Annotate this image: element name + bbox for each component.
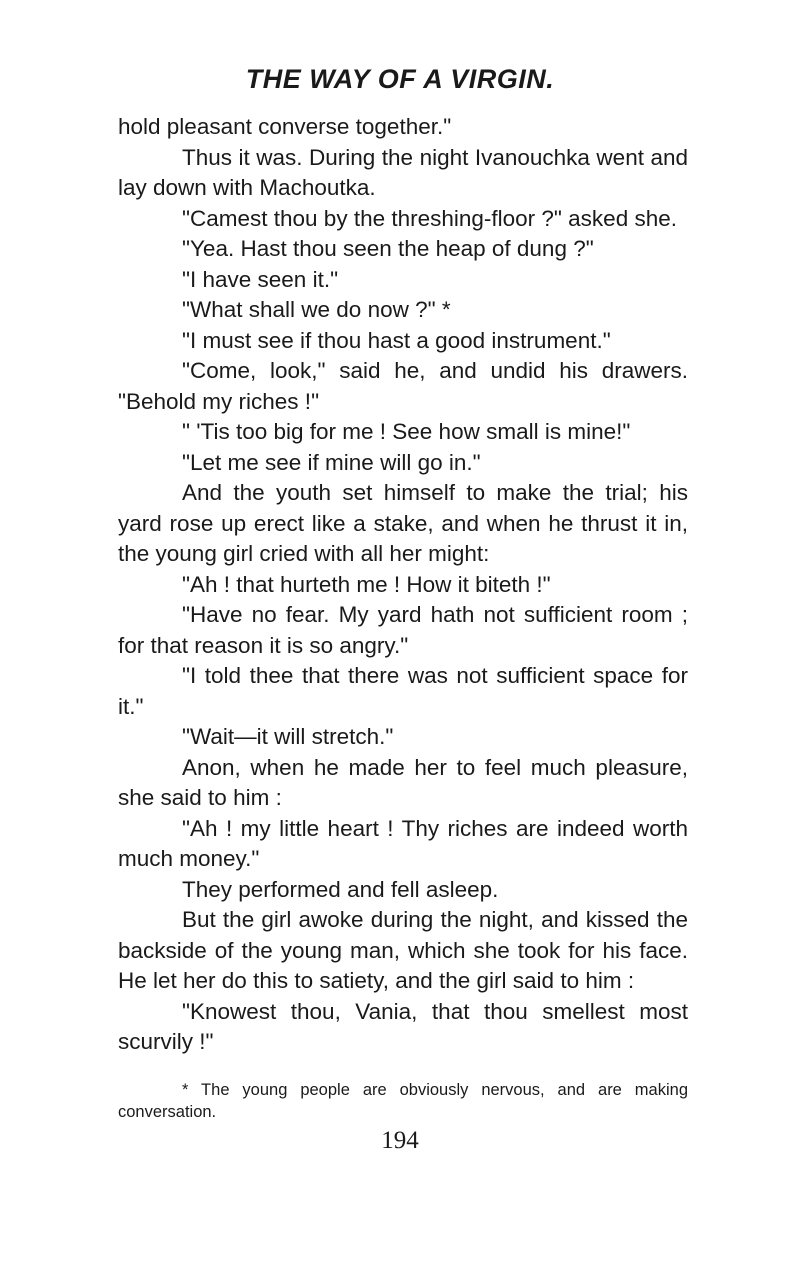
- paragraph: "What shall we do now ?" *: [182, 297, 451, 322]
- paragraph: hold pleasant converse together.": [118, 114, 452, 139]
- paragraph: "I have seen it.": [182, 266, 339, 292]
- paragraph: But the girl awoke during the night, and kissed the backside of the young man, which she took for his face. He let her do this to satiety, and the girl said to him :: [118, 907, 688, 993]
- paragraph: "I must see if thou hast a good instrument.": [182, 327, 611, 353]
- footnote: * The young people are obviously nervous, and are making conversation.: [118, 1081, 688, 1121]
- paragraph: "Knowest thou, Vania, that thou smellest most scurvily !": [118, 998, 688, 1054]
- paragraph: And the youth set himself to make the trial; his yard rose up erect like a stake, and when he thrust it in, the young girl cried with all her might:: [118, 480, 688, 566]
- paragraph: They performed and fell asleep.: [182, 876, 499, 902]
- paragraph: "Ah ! that hurteth me ! How it biteth !": [182, 571, 551, 597]
- paragraph: "Come, look," said he, and undid his drawers. "Behold my riches !": [118, 358, 688, 414]
- paragraph: "Camest thou by the threshing-floor ?" asked she.: [182, 205, 677, 231]
- page-number: 194: [381, 1127, 419, 1154]
- paragraph: " 'Tis too big for me ! See how small is mine!": [182, 419, 631, 444]
- main-text: [118, 112, 688, 1058]
- paragraph: "Ah ! my little heart ! Thy riches are indeed worth much money.": [118, 815, 688, 871]
- paragraph: "I told thee that there was not sufficient space for it.": [118, 663, 688, 719]
- paragraph: "Yea. Hast thou seen the heap of dung ?": [182, 236, 594, 261]
- paragraph: Thus it was. During the night Ivanouchka went and lay down with Machoutka.: [118, 144, 688, 200]
- paragraph: "Have no fear. My yard hath not sufficient room ; for that reason it is so angry.": [118, 602, 688, 658]
- paragraph: "Let me see if mine will go in.": [182, 449, 481, 475]
- paragraph: Anon, when he made her to feel much pleasure, she said to him :: [118, 754, 688, 810]
- running-title: THE WAY OF A VIRGIN.: [245, 64, 555, 94]
- paragraph: "Wait—it will stretch.": [182, 724, 394, 749]
